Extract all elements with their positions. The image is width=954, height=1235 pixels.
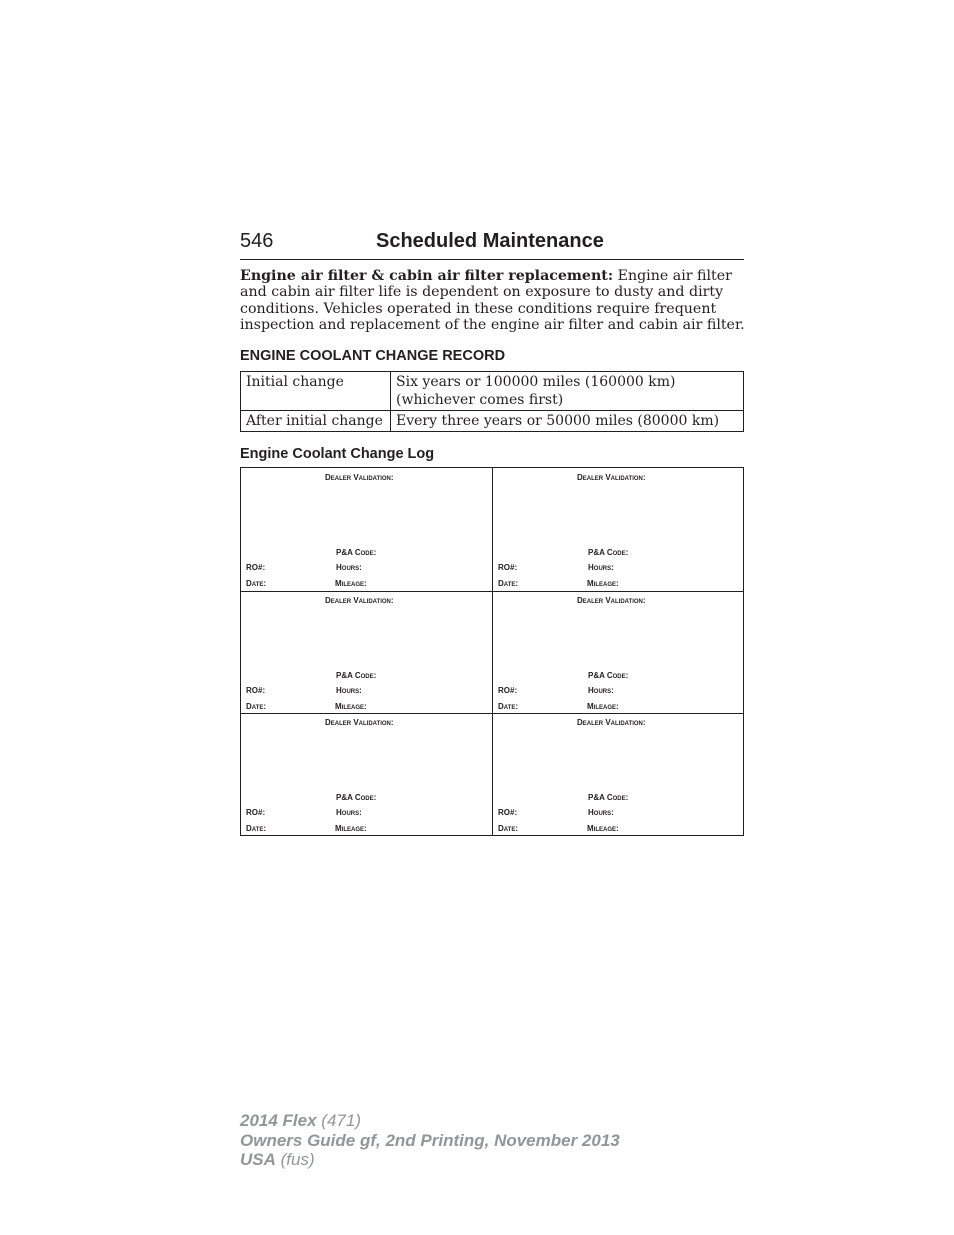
table-row bbox=[241, 372, 744, 411]
pa-code-label: P&A Code: bbox=[588, 793, 629, 802]
hours-label: Hours: bbox=[588, 808, 614, 817]
date-label: Date: bbox=[246, 579, 266, 588]
footer-market: USA bbox=[240, 1150, 276, 1169]
footer-model: 2014 Flex bbox=[240, 1111, 317, 1130]
intro-bold-lead: Engine air filter & cabin air filter replacement: bbox=[240, 268, 614, 284]
ro-label: RO#: bbox=[498, 686, 518, 695]
footer-guide-line bbox=[240, 1131, 620, 1151]
page-title: Scheduled Maintenance bbox=[376, 230, 604, 252]
mileage-label: Mileage: bbox=[587, 824, 619, 833]
pa-code-label: P&A Code: bbox=[336, 671, 377, 680]
record-value: Every three years or 50000 miles (80000 km) bbox=[391, 411, 744, 432]
coolant-record-table bbox=[240, 371, 744, 432]
date-label: Date: bbox=[246, 824, 266, 833]
footer-model-code: (471) bbox=[321, 1111, 361, 1130]
dealer-validation-label: Dealer Validation: bbox=[577, 718, 646, 727]
page-header bbox=[240, 229, 744, 260]
mileage-label: Mileage: bbox=[587, 702, 619, 711]
mileage-label: Mileage: bbox=[335, 579, 367, 588]
mileage-label: Mileage: bbox=[587, 579, 619, 588]
pa-code-label: P&A Code: bbox=[588, 548, 629, 557]
record-value: Six years or 100000 miles (160000 km) (whichever comes first) bbox=[391, 372, 744, 411]
footer-market-code: (fus) bbox=[280, 1150, 315, 1169]
hours-label: Hours: bbox=[588, 686, 614, 695]
hours-label: Hours: bbox=[336, 563, 362, 572]
coolant-change-log bbox=[240, 467, 744, 836]
ro-label: RO#: bbox=[498, 563, 518, 572]
ro-label: RO#: bbox=[498, 808, 518, 817]
intro-text: Engine air filter and cabin air filter life is dependent on exposure to dusty and dirty conditions. Vehicles operated in these conditions require frequent inspection and replacement of the engine air filter and cabin air filter. bbox=[240, 268, 745, 334]
record-label: Initial change bbox=[241, 372, 391, 411]
hours-label: Hours: bbox=[336, 686, 362, 695]
table-row bbox=[241, 411, 744, 432]
pa-code-label: P&A Code: bbox=[336, 548, 377, 557]
hours-label: Hours: bbox=[336, 808, 362, 817]
pa-code-label: P&A Code: bbox=[588, 671, 629, 680]
hours-label: Hours: bbox=[588, 563, 614, 572]
footer-model-line bbox=[240, 1111, 620, 1131]
ro-label: RO#: bbox=[246, 808, 266, 817]
page-footer bbox=[240, 1111, 620, 1170]
ro-label: RO#: bbox=[246, 686, 266, 695]
log-entry bbox=[493, 468, 744, 590]
log-heading: Engine Coolant Change Log bbox=[240, 446, 435, 462]
footer-guide: Owners Guide gf, 2nd Printing, November 2013 bbox=[240, 1130, 620, 1150]
record-heading: ENGINE COOLANT CHANGE RECORD bbox=[240, 348, 506, 364]
log-entry bbox=[241, 713, 492, 835]
dealer-validation-label: Dealer Validation: bbox=[325, 596, 394, 605]
dealer-validation-label: Dealer Validation: bbox=[325, 473, 394, 482]
mileage-label: Mileage: bbox=[335, 702, 367, 711]
date-label: Date: bbox=[498, 579, 518, 588]
dealer-validation-label: Dealer Validation: bbox=[325, 718, 394, 727]
intro-paragraph bbox=[240, 268, 746, 334]
dealer-validation-label: Dealer Validation: bbox=[577, 596, 646, 605]
date-label: Date: bbox=[498, 702, 518, 711]
log-entry bbox=[493, 591, 744, 713]
log-entry bbox=[493, 713, 744, 835]
ro-label: RO#: bbox=[246, 563, 266, 572]
pa-code-label: P&A Code: bbox=[336, 793, 377, 802]
log-entry bbox=[241, 591, 492, 713]
date-label: Date: bbox=[246, 702, 266, 711]
log-entry bbox=[241, 468, 492, 590]
footer-market-line bbox=[240, 1150, 620, 1170]
record-label: After initial change bbox=[241, 411, 391, 432]
date-label: Date: bbox=[498, 824, 518, 833]
dealer-validation-label: Dealer Validation: bbox=[577, 473, 646, 482]
page-number: 546 bbox=[240, 230, 274, 252]
mileage-label: Mileage: bbox=[335, 824, 367, 833]
